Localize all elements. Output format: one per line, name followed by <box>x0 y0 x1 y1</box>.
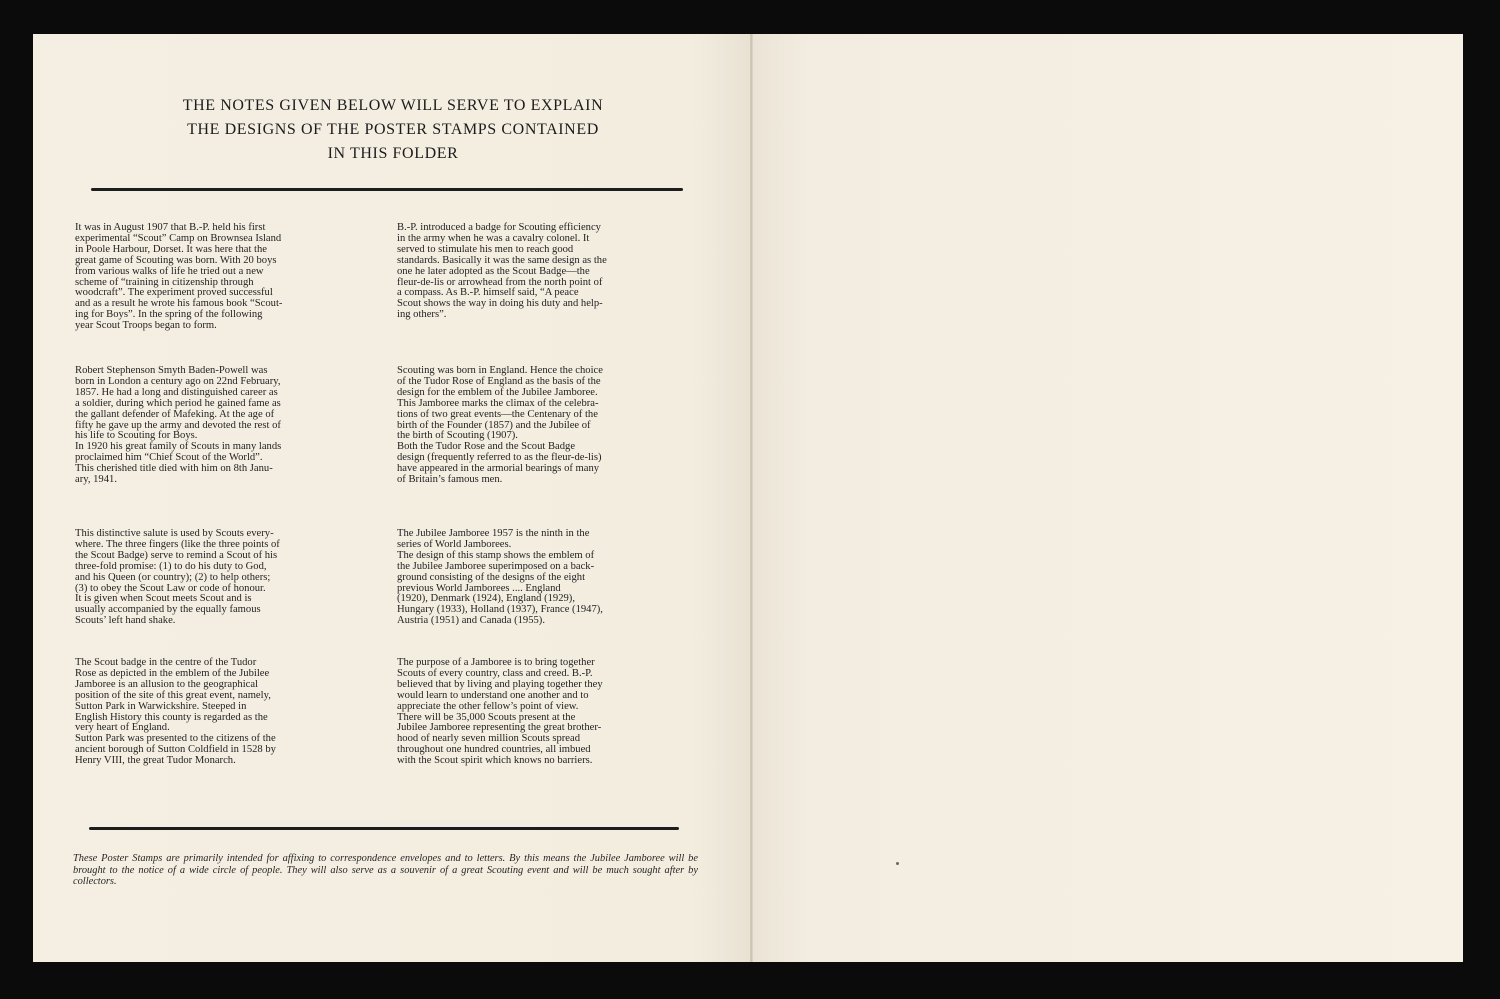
note-line: Austria (1951) and Canada (1955). <box>397 615 545 627</box>
note-line: of Britain’s famous men. <box>397 474 503 486</box>
note-line: ary, 1941. <box>75 474 117 486</box>
note-line: fifty he gave up the army and devoted the rest of <box>75 419 281 431</box>
note-line: and his Queen (or country); (2) to help others; <box>75 571 271 583</box>
note-line: appreciate the other fellow’s point of view. <box>397 700 579 712</box>
note-line: proclaimed him “Chief Scout of the World”. <box>75 452 263 464</box>
note-line: It was in August 1907 that B.-P. held his first <box>75 222 266 233</box>
note-line: Robert Stephenson Smyth Baden-Powell was <box>75 365 268 376</box>
note-line: in the army when he was a cavalry colonel. It <box>397 232 590 244</box>
note-line: believed that by living and playing together they <box>397 678 603 690</box>
note-line: the birth of Scouting (1907). <box>397 430 518 442</box>
footnote <box>73 853 698 888</box>
note-line: It is given when Scout meets Scout and is <box>75 593 252 605</box>
note-line: 1857. He had a long and distinguished career as <box>75 386 278 398</box>
footnote-line: a souvenir of a great Scouting event and will be much sought after by collectors. <box>73 864 698 888</box>
left-page <box>33 34 750 962</box>
note-line: Scouts’ left hand shake. <box>75 615 176 627</box>
note-line: Sutton Park in Warwickshire. Steeped in <box>75 700 247 712</box>
note-line: The design of this stamp shows the emblem of <box>397 549 595 561</box>
note-line: In 1920 his great family of Scouts in many lands <box>75 441 282 453</box>
note-line: a compass. As B.-P. himself said, “A peace <box>397 287 579 299</box>
note-line: from various walks of life he tried out a new <box>75 265 264 277</box>
note-line: very heart of England. <box>75 722 170 734</box>
note-line: fleur-de-lis or arrowhead from the north point of <box>397 276 603 288</box>
note-line: the Jubilee Jamboree superimposed on a back- <box>397 560 595 572</box>
note-jamboree-purpose <box>397 658 699 767</box>
note-brownsea-camp <box>75 223 375 332</box>
note-line: usually accompanied by the equally famous <box>75 604 261 616</box>
note-line: (3) to obey the Scout Law or code of honour. <box>75 582 266 594</box>
note-line: experimental “Scout” Camp on Brownsea Island <box>75 232 282 244</box>
note-line: of the Tudor Rose of England as the basis of the <box>397 375 601 387</box>
note-line: would learn to understand one another and to <box>397 689 589 701</box>
note-line: his life to Scouting for Boys. <box>75 430 198 442</box>
note-line: great game of Scouting was born. With 20 boys <box>75 254 277 266</box>
note-line: English History this county is regarded as the <box>75 711 268 723</box>
page-heading <box>133 94 653 166</box>
note-line: The Scout badge in the centre of the Tudor <box>75 657 257 668</box>
note-line: in Poole Harbour, Dorset. It was here that the <box>75 243 267 255</box>
heading-line: THE NOTES GIVEN BELOW WILL SERVE TO EXPLAIN <box>182 97 604 114</box>
note-line: served to stimulate his men to reach good <box>397 243 574 255</box>
note-line: Henry VIII, the great Tudor Monarch. <box>75 755 236 767</box>
note-line: Both the Tudor Rose and the Scout Badge <box>397 441 576 453</box>
note-line: woodcraft”. The experiment proved successful <box>75 287 273 299</box>
folder-sheet <box>33 34 1463 962</box>
note-line: (1920), Denmark (1924), England (1929), <box>397 593 575 605</box>
heading-line: IN THIS FOLDER <box>327 145 459 162</box>
note-line: ground consisting of the designs of the eight <box>397 571 586 583</box>
note-line: Hungary (1933), Holland (1937), France (1947), <box>397 604 603 616</box>
note-line: hood of nearly seven million Scouts spread <box>397 733 581 745</box>
note-line: birth of the Founder (1857) and the Jubilee of <box>397 419 591 431</box>
note-line: The Jubilee Jamboree 1957 is the ninth in the <box>397 528 590 539</box>
note-line: born in London a century ago on 22nd February, <box>75 375 281 387</box>
note-line: throughout one hundred countries, all imbued <box>397 744 591 756</box>
note-line: a soldier, during which period he gained fame as <box>75 397 281 409</box>
note-line: ing for Boys”. In the spring of the following <box>75 309 263 321</box>
note-line: where. The three fingers (like the three points of <box>75 538 280 550</box>
note-line: ancient borough of Sutton Coldfield in 1528 by <box>75 744 276 756</box>
note-line: The purpose of a Jamboree is to bring together <box>397 657 595 668</box>
note-line: have appeared in the armorial bearings of many <box>397 463 600 475</box>
footnote-line: means the Jubilee Jamboree will be brought to the notice of a wide circle of people. They will also serve as <box>73 853 698 876</box>
note-line: one he later adopted as the Scout Badge—the <box>397 265 590 277</box>
note-line: three-fold promise: (1) to do his duty to God, <box>75 560 267 572</box>
note-line: B.-P. introduced a badge for Scouting efficiency <box>397 222 601 233</box>
bottom-divider-rule <box>89 827 679 830</box>
right-page-blank <box>753 34 1463 962</box>
note-line: position of the site of this great event, namely, <box>75 689 271 701</box>
note-line: Sutton Park was presented to the citizens of the <box>75 733 276 745</box>
note-line: Rose as depicted in the emblem of the Jubilee <box>75 667 270 679</box>
note-line: and as a result he wrote his famous book “Scout- <box>75 298 283 310</box>
note-line: ing others”. <box>397 309 447 321</box>
note-line: scheme of “training in citizenship through <box>75 276 254 288</box>
note-line: This distinctive salute is used by Scouts every- <box>75 528 274 539</box>
note-line: Scouting was born in England. Hence the choice <box>397 365 603 376</box>
note-scout-salute <box>75 529 375 627</box>
note-line: previous World Jamborees .... England <box>397 582 561 594</box>
note-tudor-rose <box>397 366 699 486</box>
note-line: design for the emblem of the Jubilee Jamboree. <box>397 386 598 398</box>
note-line: the Scout Badge) serve to remind a Scout of his <box>75 549 278 561</box>
note-line: This cherished title died with him on 8th Janu- <box>75 463 273 475</box>
note-line: series of World Jamborees. <box>397 538 512 550</box>
top-divider-rule <box>91 188 683 191</box>
note-line: This Jamboree marks the climax of the celebra- <box>397 397 599 409</box>
note-sutton-park <box>75 658 375 767</box>
note-line: year Scout Troops began to form. <box>75 320 217 332</box>
note-line: Jamboree is an allusion to the geographical <box>75 678 258 690</box>
note-scout-badge <box>397 223 699 321</box>
note-line: the gallant defender of Mafeking. At the age of <box>75 408 275 420</box>
note-line: Jubilee Jamboree representing the great brother- <box>397 722 602 734</box>
note-world-jamborees <box>397 529 699 627</box>
footnote-line: These Poster Stamps are primarily intended for affixing to correspondence envelopes and to letters. By this <box>73 853 540 864</box>
note-line: Scout shows the way in doing his duty and help- <box>397 298 603 310</box>
note-line: standards. Basically it was the same design as the <box>397 254 607 266</box>
heading-line: THE DESIGNS OF THE POSTER STAMPS CONTAINED <box>187 121 599 138</box>
paper-speck <box>896 862 899 865</box>
note-line: tions of two great events—the Centenary of the <box>397 408 598 420</box>
note-line: Scouts of every country, class and creed. B.-P. <box>397 667 593 679</box>
note-line: There will be 35,000 Scouts present at the <box>397 711 576 723</box>
note-line: design (frequently referred to as the fleur-de-lis) <box>397 452 602 464</box>
note-line: with the Scout spirit which knows no barriers. <box>397 755 593 767</box>
note-baden-powell <box>75 366 375 486</box>
